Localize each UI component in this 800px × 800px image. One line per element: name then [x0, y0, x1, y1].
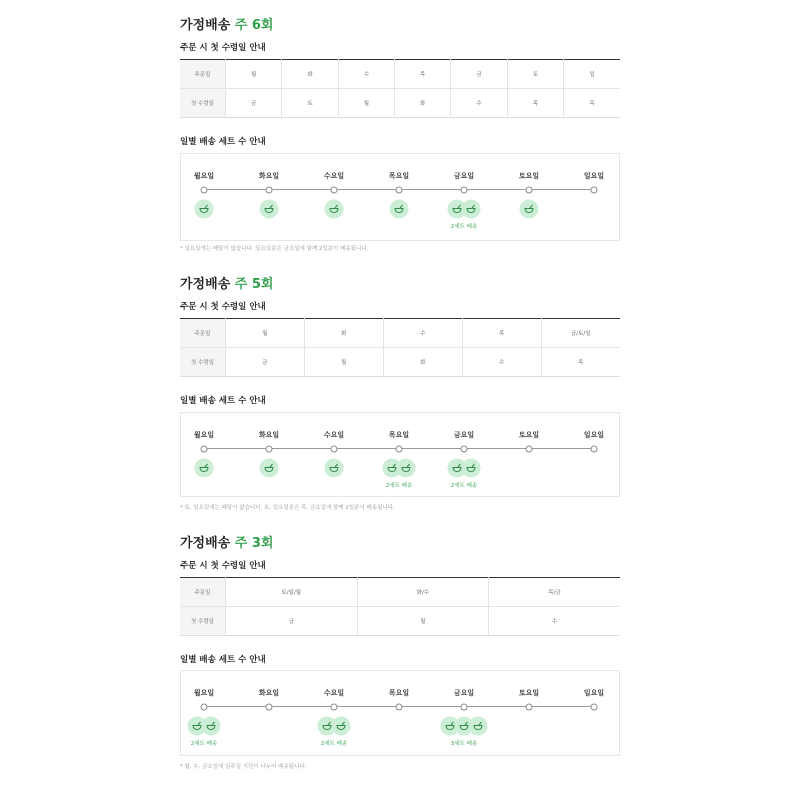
plan-title-prefix: 가정배송: [180, 277, 235, 292]
receive-day-cell: 월: [304, 348, 383, 377]
day-marker: [591, 186, 598, 193]
order-day-cell: 일: [564, 60, 620, 89]
first-receipt-table: [180, 577, 620, 636]
order-day-header: 주문일: [180, 319, 226, 348]
receive-day-cell: 금: [226, 607, 358, 636]
day-label: 금요일: [453, 431, 475, 439]
order-day-cell: 수: [383, 319, 462, 348]
day-label: 화요일: [258, 431, 280, 439]
receive-day-cell: 수: [489, 607, 621, 636]
bowl-icon: [195, 200, 214, 219]
order-day-cell: 금/토/일: [541, 319, 620, 348]
day-label: 수요일: [323, 689, 345, 697]
order-day-header: 주문일: [180, 578, 226, 607]
first-receipt-table: [180, 318, 620, 377]
plan-5x-section: [180, 273, 620, 518]
receive-day-cell: 목: [541, 348, 620, 377]
bowl-icon: [260, 200, 279, 219]
timeline-title: 일별 배송 세트 수 안내: [180, 396, 266, 406]
receive-day-header: 첫 수령일: [180, 607, 226, 636]
timeline-title: 일별 배송 세트 수 안내: [180, 137, 266, 147]
day-label: 월요일: [193, 172, 215, 180]
day-label: 일요일: [583, 431, 605, 439]
set-count-caption: 2세트 배송: [450, 483, 478, 489]
receive-day-cell: 금: [226, 89, 282, 118]
day-marker: [266, 703, 273, 710]
bowl-icon: [202, 717, 221, 736]
plan-title-highlight: 주 5회: [234, 277, 274, 292]
day-label: 토요일: [518, 431, 540, 439]
day-marker: [461, 703, 468, 710]
timeline-title: 일별 배송 세트 수 안내: [180, 655, 266, 665]
bowl-icon: [462, 459, 481, 478]
order-day-cell: 월: [226, 60, 282, 89]
day-marker: [201, 186, 208, 193]
bowl-icon: [469, 717, 488, 736]
delivery-timeline: [180, 412, 620, 497]
bowl-icon: [325, 459, 344, 478]
plan-note: * 토, 일요일에는 배달이 없습니다. 토, 일요일분은 목, 금요일에 함께 2일분이 배송됩니다.: [180, 505, 395, 511]
day-marker: [591, 703, 598, 710]
plan-note: * 월, 수, 금요일에 일주일 식단이 나누어 배송됩니다.: [180, 764, 307, 770]
day-label: 목요일: [388, 689, 410, 697]
receive-day-cell: 목: [564, 89, 620, 118]
order-day-cell: 화/수: [357, 578, 489, 607]
order-day-row: [180, 578, 620, 607]
order-day-cell: 화: [304, 319, 383, 348]
set-count-caption: 2세트 배송: [190, 741, 218, 747]
bowl-icon: [462, 200, 481, 219]
set-count-caption: 2세트 배송: [320, 741, 348, 747]
receive-day-row: [180, 89, 620, 118]
first-receipt-table-title: 주문 시 첫 수령일 안내: [180, 561, 266, 571]
plan-title: [180, 532, 273, 551]
order-day-row: [180, 60, 620, 89]
receive-day-cell: 토: [282, 89, 338, 118]
day-marker: [331, 186, 338, 193]
plan-title: [180, 273, 273, 292]
order-day-row: [180, 319, 620, 348]
day-label: 월요일: [193, 689, 215, 697]
day-label: 수요일: [323, 172, 345, 180]
bowl-icon: [390, 200, 409, 219]
receive-day-cell: 목: [507, 89, 563, 118]
first-receipt-table-title: 주문 시 첫 수령일 안내: [180, 43, 266, 53]
day-marker: [396, 186, 403, 193]
plan-title-highlight: 주 3회: [234, 536, 274, 551]
set-count-caption: 3세트 배송: [450, 741, 478, 747]
receive-day-cell: 월: [338, 89, 394, 118]
bowl-icon: [397, 459, 416, 478]
plan-6x-section: [180, 14, 620, 259]
plan-note: * 일요일에는 배달이 없습니다. 일요일분은 금요일에 함께 2일분이 배송됩니다.: [180, 246, 369, 252]
order-day-cell: 금: [451, 60, 507, 89]
day-marker: [461, 186, 468, 193]
day-label: 일요일: [583, 172, 605, 180]
day-marker: [526, 445, 533, 452]
day-marker: [331, 445, 338, 452]
day-marker: [396, 445, 403, 452]
day-label: 수요일: [323, 431, 345, 439]
plan-title-highlight: 주 6회: [234, 18, 274, 33]
day-marker: [461, 445, 468, 452]
day-label: 목요일: [388, 172, 410, 180]
order-day-cell: 화: [282, 60, 338, 89]
receive-day-cell: 화: [395, 89, 451, 118]
day-marker: [201, 445, 208, 452]
order-day-cell: 토/일/월: [226, 578, 358, 607]
first-receipt-table-title: 주문 시 첫 수령일 안내: [180, 302, 266, 312]
order-day-cell: 목: [462, 319, 541, 348]
day-label: 토요일: [518, 689, 540, 697]
receive-day-cell: 화: [383, 348, 462, 377]
day-marker: [591, 445, 598, 452]
day-marker: [396, 703, 403, 710]
first-receipt-table: [180, 59, 620, 118]
day-label: 월요일: [193, 431, 215, 439]
receive-day-cell: 수: [462, 348, 541, 377]
day-label: 화요일: [258, 172, 280, 180]
receive-day-row: [180, 607, 620, 636]
receive-day-row: [180, 348, 620, 377]
receive-day-cell: 월: [357, 607, 489, 636]
delivery-timeline: [180, 670, 620, 756]
plan-title: [180, 14, 273, 33]
day-label: 일요일: [583, 689, 605, 697]
order-day-cell: 목/금: [489, 578, 621, 607]
delivery-timeline: [180, 153, 620, 241]
order-day-cell: 수: [338, 60, 394, 89]
order-day-header: 주문일: [180, 60, 226, 89]
day-label: 화요일: [258, 689, 280, 697]
plan-title-prefix: 가정배송: [180, 536, 235, 551]
order-day-cell: 월: [226, 319, 305, 348]
receive-day-header: 첫 수령일: [180, 89, 226, 118]
day-label: 금요일: [453, 689, 475, 697]
day-marker: [526, 703, 533, 710]
bowl-icon: [260, 459, 279, 478]
bowl-icon: [195, 459, 214, 478]
bowl-icon: [325, 200, 344, 219]
plan-title-prefix: 가정배송: [180, 18, 235, 33]
day-marker: [201, 703, 208, 710]
order-day-cell: 토: [507, 60, 563, 89]
order-day-cell: 목: [395, 60, 451, 89]
day-label: 목요일: [388, 431, 410, 439]
bowl-icon: [520, 200, 539, 219]
day-label: 토요일: [518, 172, 540, 180]
day-marker: [266, 186, 273, 193]
receive-day-header: 첫 수령일: [180, 348, 226, 377]
receive-day-cell: 수: [451, 89, 507, 118]
day-label: 금요일: [453, 172, 475, 180]
bowl-icon: [332, 717, 351, 736]
day-marker: [266, 445, 273, 452]
day-marker: [331, 703, 338, 710]
set-count-caption: 2세트 배송: [450, 224, 478, 230]
day-marker: [526, 186, 533, 193]
plan-3x-section: [180, 532, 620, 777]
receive-day-cell: 금: [226, 348, 305, 377]
set-count-caption: 2세트 배송: [385, 483, 413, 489]
